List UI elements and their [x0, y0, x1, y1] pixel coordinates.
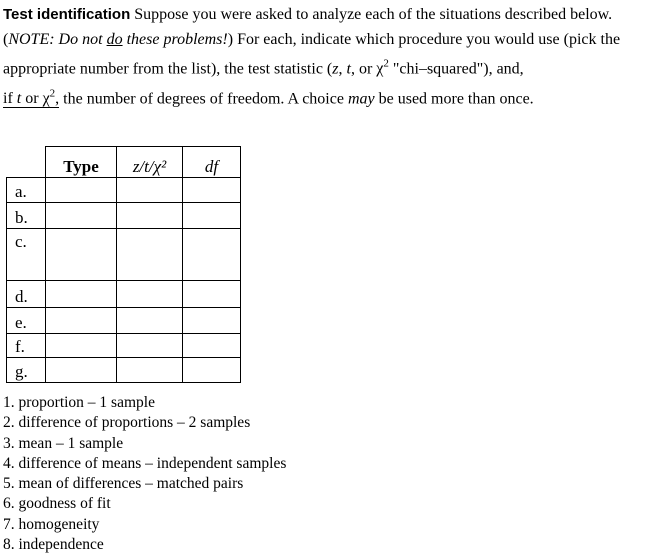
- header-corner-cell: [7, 147, 46, 178]
- list-item: 3. mean – 1 sample: [3, 434, 124, 452]
- type-cell[interactable]: [46, 229, 117, 281]
- stat-cell[interactable]: [117, 358, 183, 383]
- chi-letter-2: χ: [42, 90, 50, 108]
- chi-squared-symbol: [376, 60, 389, 77]
- comma-1: ,: [338, 60, 347, 78]
- stat-cell[interactable]: [117, 229, 183, 281]
- or-2: or: [21, 90, 43, 108]
- table-row: [7, 334, 241, 358]
- chi-squared-label: "chi–squared"), and,: [388, 60, 524, 78]
- table-row: [7, 281, 241, 308]
- or-1: , or: [350, 60, 377, 78]
- df-cell[interactable]: [183, 178, 241, 203]
- list-item: 4. difference of means – independent samples: [3, 454, 287, 472]
- row-label: a.: [7, 178, 46, 203]
- instructions-title: Test identification: [3, 6, 131, 23]
- header-stat: z/t/χ²: [117, 147, 183, 178]
- if-word: if: [3, 90, 17, 108]
- note-paren-close: ): [227, 30, 234, 48]
- z-symbol: z: [332, 60, 339, 78]
- stat-cell[interactable]: [117, 308, 183, 334]
- chi-letter: χ: [376, 60, 384, 78]
- if-t-or-chi-fragment: [3, 87, 60, 108]
- df-cell[interactable]: [183, 203, 241, 229]
- row-label: e.: [7, 308, 46, 334]
- list-item: 2. difference of proportions – 2 samples: [3, 414, 251, 432]
- table-row: [7, 229, 241, 281]
- procedure-list: [3, 393, 286, 555]
- instructions-paragraph: [3, 3, 643, 112]
- type-cell[interactable]: [46, 281, 117, 308]
- type-cell[interactable]: [46, 308, 117, 334]
- stat-cell[interactable]: [117, 334, 183, 358]
- header-type: Type: [46, 147, 117, 178]
- table-header-row: [7, 147, 241, 178]
- stat-cell[interactable]: [117, 203, 183, 229]
- table-row: [7, 203, 241, 229]
- note-do-underlined: do: [106, 30, 123, 48]
- df-cell[interactable]: [183, 308, 241, 334]
- list-item: 6. goodness of fit: [3, 495, 111, 513]
- note-paren-open: (: [3, 30, 9, 48]
- stat-cell[interactable]: [117, 178, 183, 203]
- list-item: 8. independence: [3, 536, 104, 554]
- t-symbol: t: [346, 60, 351, 78]
- table-row: [7, 308, 241, 334]
- row-label: f.: [7, 334, 46, 358]
- chi-squared-symbol-2: [42, 87, 56, 108]
- stat-cell[interactable]: [117, 281, 183, 308]
- row-label: c.: [7, 229, 46, 281]
- row-label: g.: [7, 358, 46, 383]
- may-word: may: [347, 90, 375, 108]
- chi-exponent: 2: [383, 58, 389, 70]
- type-cell[interactable]: [46, 178, 117, 203]
- comma-2: ,: [55, 90, 60, 108]
- df-cell[interactable]: [183, 334, 241, 358]
- instructions-line1: Suppose you were asked to analyze each of the situations described below.: [130, 6, 613, 23]
- note-text-a: NOTE: Do not: [8, 30, 107, 48]
- answer-table: [6, 146, 241, 383]
- header-df: df: [183, 147, 241, 178]
- instructions-text-e: be used more than once.: [374, 90, 534, 108]
- row-label: b.: [7, 203, 46, 229]
- type-cell[interactable]: [46, 334, 117, 358]
- type-cell[interactable]: [46, 358, 117, 383]
- note-text-b: these problems!: [122, 30, 228, 48]
- table-row: [7, 178, 241, 203]
- df-cell[interactable]: [183, 358, 241, 383]
- list-item: 5. mean of differences – matched pairs: [3, 475, 244, 493]
- table-row: [7, 358, 241, 383]
- list-item: 1. proportion – 1 sample: [3, 394, 155, 411]
- df-cell[interactable]: [183, 281, 241, 308]
- t-symbol-2: t: [16, 90, 22, 108]
- type-cell[interactable]: [46, 203, 117, 229]
- row-label: d.: [7, 281, 46, 308]
- df-cell[interactable]: [183, 229, 241, 281]
- chi-exponent-2: 2: [49, 87, 56, 100]
- instructions-text-d: the number of degrees of freedom. A choice: [59, 90, 348, 108]
- instructions-text-c: For each, indicate which procedure you would use (pick the appropriate number from the list), the test statistic (: [3, 30, 621, 78]
- list-item: 7. homogeneity: [3, 515, 100, 533]
